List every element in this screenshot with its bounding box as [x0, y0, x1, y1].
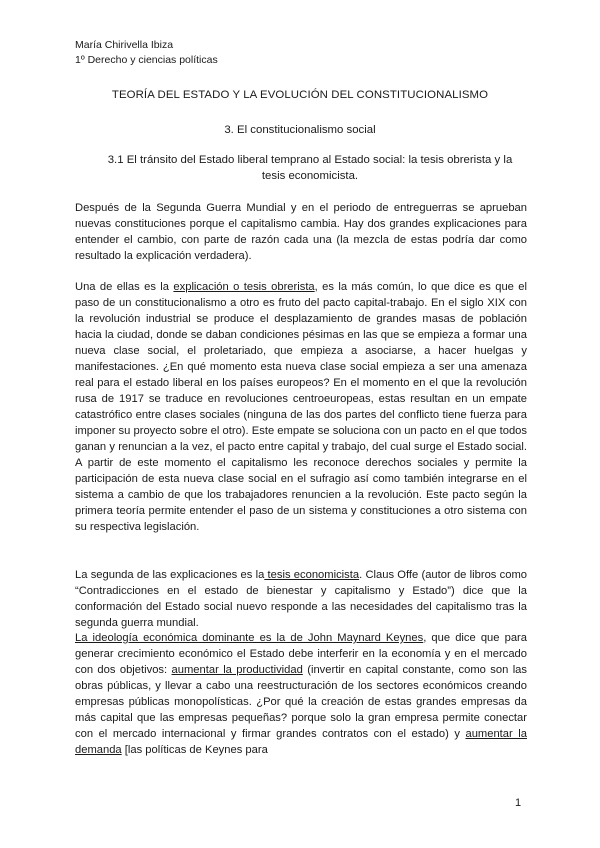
- underlined-ideologia-keynes: La ideología económica dominante es la de John Maynard Keynes: [75, 632, 424, 644]
- subsection-heading: 3.1 El tránsito del Estado liberal temprano al Estado social: la tesis obrerista y la tesis economicista.: [107, 154, 513, 182]
- underlined-tesis-economicista: tesis economicista: [264, 569, 360, 581]
- course-name: 1º Derecho y ciencias políticas: [75, 54, 218, 66]
- paragraph-3-text-b: . Claus Offe (autor de libros como “Contradicciones en el estado de bienestar y capitalismo y Estado”) dice que la conformación del Estado social nuevo responde a las necesidades del capitalismo tras la segunda guerra mundial.: [75, 569, 527, 629]
- paragraph-4-text-b: (invertir en capital constante, como son las obras públicas, y llevar a cabo una reestructuración de los sectores económicos creando empresas públicas monopolísticas. ¿Por qué la creación de estas grandes empresas da más capital que las empresas pequeñas? porque solo la gran empresa permite conectar con el mercado internacional y firmar grandes contratos con el estado) y: [75, 664, 528, 740]
- paragraph-1: Después de la Segunda Guerra Mundial y en el periodo de entreguerras se aprueban nuevas constituciones porque el capitalismo cambia. Hay dos grandes explicaciones para entender el cambio, con parte de razón cada una (la mezcla de estas podría dar como resultado la explicación verdadera).: [75, 202, 527, 262]
- underlined-aumentar-productividad: aumentar la productividad: [171, 664, 303, 676]
- paragraph-3: [75, 567, 527, 631]
- document-title: TEORÍA DEL ESTADO Y LA EVOLUCIÓN DEL CONSTITUCIONALISMO: [111, 89, 489, 101]
- paragraph-4-text-a: , que dice que para generar crecimiento económico el Estado debe interferir en la economía y en el mercado con dos objetivos:: [75, 632, 527, 676]
- paragraph-2-text-a: Una de ellas es la: [75, 281, 174, 293]
- page-number: 1: [515, 797, 522, 809]
- author-name: María Chirivella Ibiza: [75, 39, 174, 51]
- section-heading: 3. El constitucionalismo social: [224, 124, 376, 136]
- underlined-tesis-obrerista: explicación o tesis obrerista: [173, 281, 315, 293]
- paragraph-2: [75, 279, 527, 535]
- underlined-aumentar-demanda: aumentar la demanda: [75, 728, 527, 756]
- paragraph-4-text-c: [las políticas de Keynes para: [121, 744, 268, 756]
- paragraph-3-text-a: La segunda de las explicaciones es la: [75, 569, 265, 581]
- document-header: [75, 38, 218, 68]
- paragraph-4: [75, 630, 527, 758]
- paragraph-2-text-b: , es la más común, lo que dice es que el paso de un constitucionalismo a otro es fruto del pacto capital-trabajo. En el siglo XIX con la revolución industrial se produce el desplazamiento de grandes masas de población hacia la ciudad, donde se daban condiciones pésimas en las que se empieza a formar una nueva clase social, el proletariado, que empieza a asociarse, a hacer huelgas y manifestaciones. ¿En qué momento esta nueva clase social empieza a ser una amenaza real para el estado liberal en los países europeos? En el momento en el que la revolución rusa de 1917 se traduce en revoluciones centroeuropeas, estas resultan en un empate catastrófico entre clases sociales (ninguna de las dos partes del conflicto tiene fuerza para imponer su proyecto sobre el otro). Este empate se soluciona con un pacto en el que todos ganan y renuncian a la vez, el pacto entre capital y trabajo, del cual surge el Estado social. A partir de este momento el capitalismo les reconoce derechos sociales y permite la participación de esta nueva clase social en el sufragio así como también integrarse en el sistema a cambio de que los trabajadores renuncien a la revolución. Este pacto según la primera teoría permite entender el paso de un sistema y constituciones a otro sistema con su respectiva legislación.: [75, 281, 527, 533]
